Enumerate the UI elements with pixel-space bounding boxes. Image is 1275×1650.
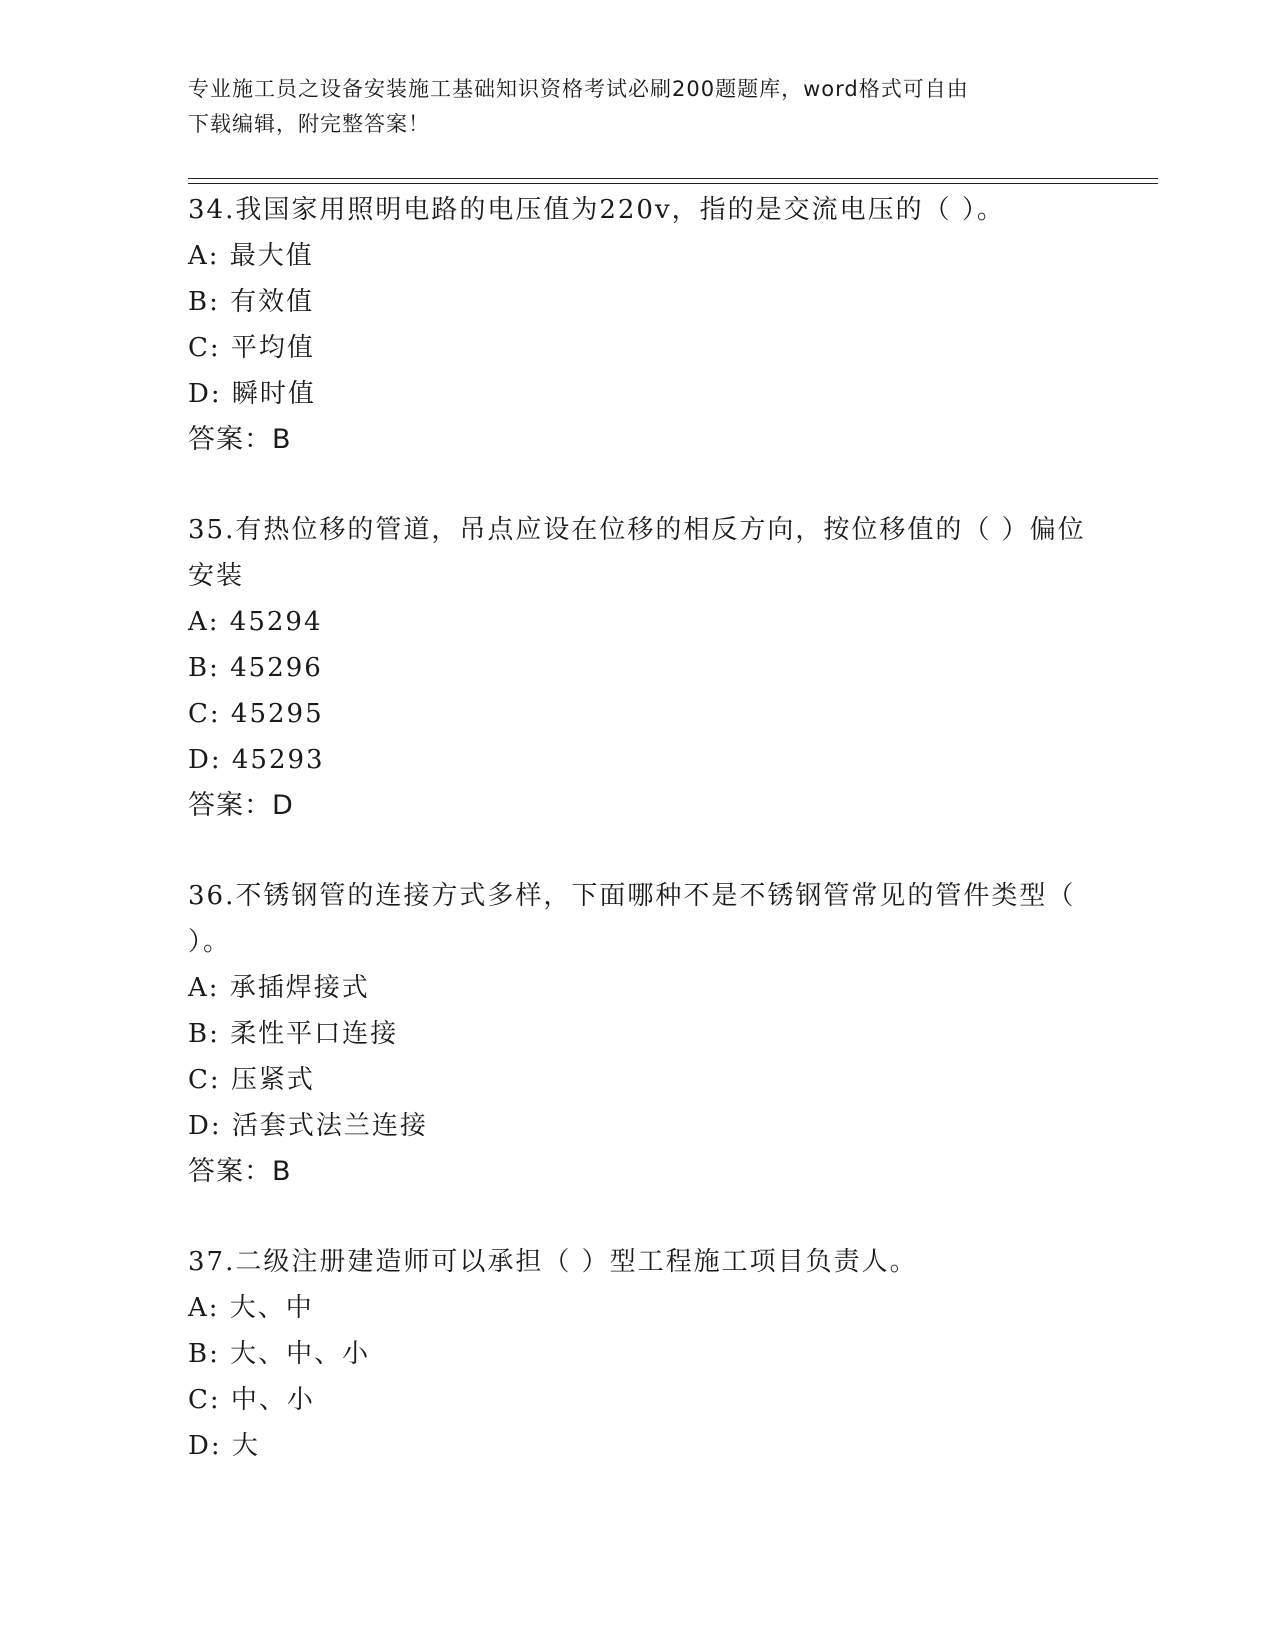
option-b: B: 有效值: [188, 287, 315, 317]
question-stem: 34.我国家用照明电路的电压值为220v，指的是交流电压的（ ）。: [188, 195, 1005, 225]
option-a: A: 45294: [188, 607, 323, 637]
question-stem: 36.不锈钢管的连接方式多样，下面哪种不是不锈钢管常见的管件类型（ ）。: [188, 881, 1076, 957]
option-a: A: 最大值: [188, 241, 314, 271]
question-stem: 37.二级注册建造师可以承担（ ）型工程施工项目负责人。: [188, 1247, 918, 1277]
question-list: [188, 187, 1088, 1513]
document-header: [188, 72, 1068, 142]
option-a: A: 大、中: [188, 1293, 314, 1323]
option-c: C: 压紧式: [188, 1065, 315, 1095]
option-c: C: 平均值: [188, 333, 315, 363]
answer-line: 答案：D: [188, 790, 294, 821]
question-35: [188, 507, 1088, 829]
option-d: D: 瞬时值: [188, 379, 316, 409]
answer-line: 答案：B: [188, 1156, 292, 1187]
question-37: [188, 1239, 1088, 1469]
option-b: B: 柔性平口连接: [188, 1019, 399, 1049]
header-title-line-1: 专业施工员之设备安装施工基础知识资格考试必刷200题题库，word格式可自由: [188, 77, 969, 101]
header-title-line-2: 下载编辑，附完整答案！: [188, 112, 430, 136]
question-stem: 35.有热位移的管道，吊点应设在位移的相反方向，按位移值的（ ）偏位安装: [188, 515, 1086, 591]
option-d: D: 大: [188, 1431, 260, 1461]
question-34: [188, 187, 1088, 463]
option-b: B: 大、中、小: [188, 1339, 371, 1369]
option-d: D: 45293: [188, 745, 325, 775]
header-divider-bottom: [188, 183, 1158, 184]
option-d: D: 活套式法兰连接: [188, 1111, 428, 1141]
option-c: C: 中、小: [188, 1385, 315, 1415]
answer-line: 答案：B: [188, 424, 292, 455]
option-c: C: 45295: [188, 699, 324, 729]
header-divider-top: [188, 178, 1158, 179]
question-36: [188, 873, 1088, 1195]
option-b: B: 45296: [188, 653, 323, 683]
option-a: A: 承插焊接式: [188, 973, 370, 1003]
